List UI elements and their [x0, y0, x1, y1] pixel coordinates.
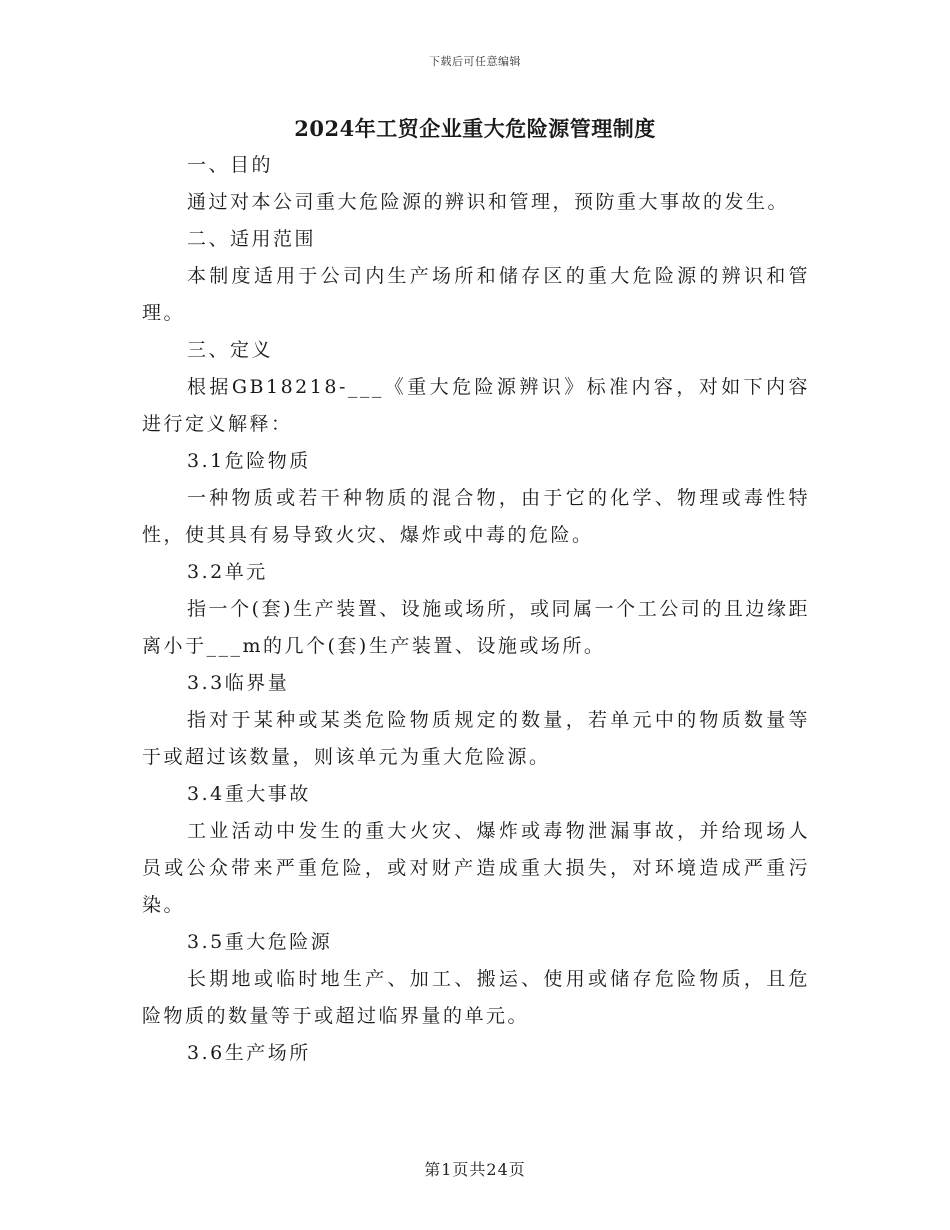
section-heading-definitions: 三、定义 [187, 339, 274, 361]
paragraph-scope: 本制度适用于公司内生产场所和储存区的重大危险源的辨识和管理。 [142, 265, 810, 324]
subheading-3-5: 3.5重大危险源 [187, 931, 333, 953]
subheading-3-2: 3.2单元 [187, 561, 268, 583]
paragraph-purpose: 通过对本公司重大危险源的辨识和管理，预防重大事故的发生。 [187, 191, 790, 213]
paragraph-definitions-intro: 根据GB18218-___《重大危险源辨识》标准内容，对如下内容进行定义解释： [142, 376, 810, 435]
subheading-3-6: 3.6生产场所 [187, 1042, 311, 1064]
section-heading-purpose: 一、目的 [187, 154, 274, 176]
document-title: 2024年工贸企业重大危险源管理制度 [294, 116, 656, 141]
subheading-3-1: 3.1危险物质 [187, 450, 311, 472]
paragraph-3-2: 指一个(套)生产装置、设施或场所，或同属一个工公司的且边缘距离小于___m的几个(套)生产装置、设施或场所。 [142, 598, 810, 657]
page-number-footer: 第1页共24页 [424, 1160, 526, 1179]
section-heading-scope: 二、适用范围 [187, 228, 317, 250]
paragraph-3-3: 指对于某种或某类危险物质规定的数量，若单元中的物质数量等于或超过该数量，则该单元为重大危险源。 [142, 709, 810, 768]
paragraph-3-5: 长期地或临时地生产、加工、搬运、使用或储存危险物质，且危险物质的数量等于或超过临界量的单元。 [142, 968, 810, 1027]
header-note: 下载后可任意编辑 [429, 55, 521, 68]
paragraph-3-1: 一种物质或若干种物质的混合物，由于它的化学、物理或毒性特性，使其具有易导致火灾、爆炸或中毒的危险。 [142, 487, 810, 546]
document-body [142, 147, 810, 1072]
subheading-3-4: 3.4重大事故 [187, 783, 311, 805]
paragraph-3-4: 工业活动中发生的重大火灾、爆炸或毒物泄漏事故，并给现场人员或公众带来严重危险，或对财产造成重大损失，对环境造成严重污染。 [142, 820, 810, 916]
subheading-3-3: 3.3临界量 [187, 672, 290, 694]
